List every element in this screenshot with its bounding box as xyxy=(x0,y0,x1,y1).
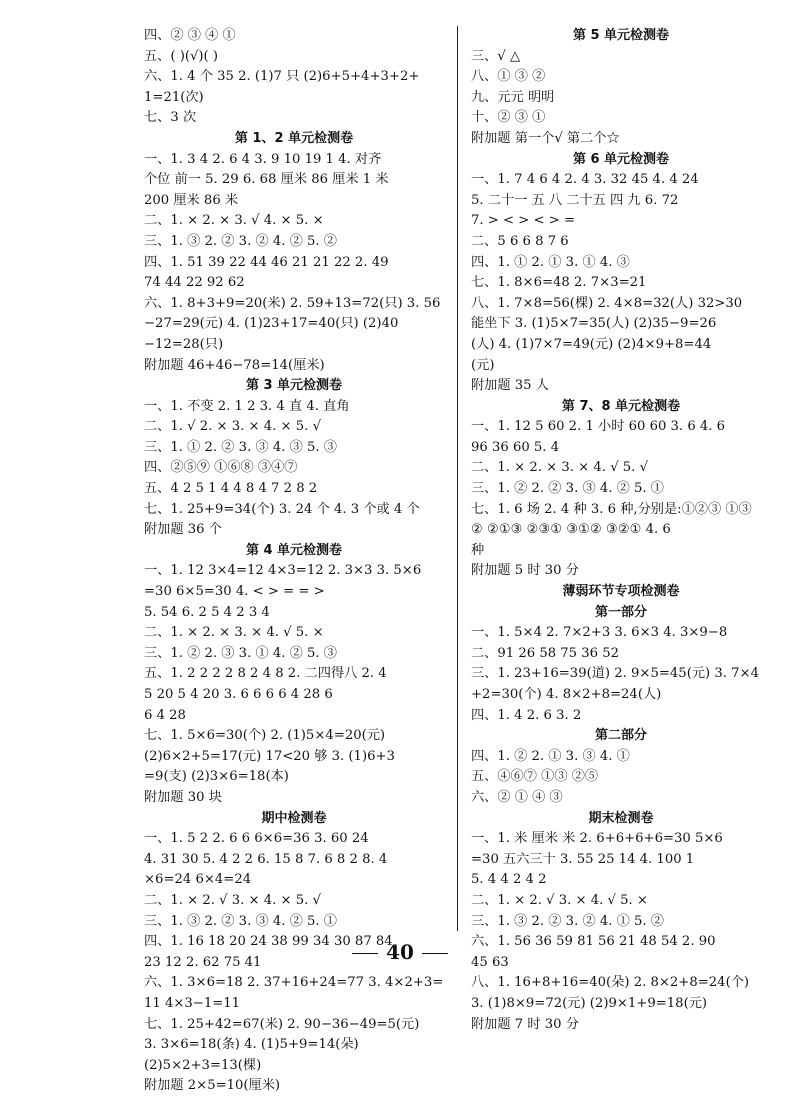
answer-line: 七、1. 25+9=34(个) 3. 24 个 4. 3 个或 4 个 xyxy=(144,501,420,517)
column-divider xyxy=(457,26,458,931)
section-title: 期末检测卷 xyxy=(588,810,654,826)
answer-line: 五、1. 2 2 2 2 8 2 4 8 2. 二四得八 2. 4 xyxy=(144,666,387,682)
answer-line: 11 4×3−1=11 xyxy=(144,995,241,1011)
answer-line: 三、1. ③ 2. ② 3. ② 4. ① 5. ② xyxy=(471,913,664,929)
answer-line: (人) 4. (1)7×7=49(元) (2)4×9+8=44 xyxy=(471,336,712,352)
answer-line: 一、1. 3 4 2. 6 4 3. 9 10 19 1 4. 对齐 xyxy=(144,151,382,167)
answer-line: −12=28(只) xyxy=(144,336,224,352)
answer-line: 74 44 22 92 62 xyxy=(144,275,245,291)
answer-line: 十、② ③ ① xyxy=(471,110,546,126)
answer-line: ×6=24 6×4=24 xyxy=(144,872,252,888)
footer-dash-right xyxy=(422,953,448,954)
answer-line: 附加题 第一个√ 第二个☆ xyxy=(471,130,620,146)
answer-line: 个位 前一 5. 29 6. 68 厘米 86 厘米 1 米 xyxy=(144,172,389,188)
answer-line: 一、1. 5 2 2. 6 6 6×6=36 3. 60 24 xyxy=(144,831,369,847)
section-title: 第 1、2 单元检测卷 xyxy=(234,130,354,146)
answer-line: 四、1. 4 2. 6 3. 2 xyxy=(471,707,582,723)
answer-line: 一、1. 12 5 60 2. 1 小时 60 60 3. 6 4. 6 xyxy=(471,419,726,435)
answer-line: 二、1. × 2. × 3. × 4. √ 5. × xyxy=(144,625,324,641)
answer-line: 二、1. × 2. √ 3. × 4. × 5. √ xyxy=(144,892,321,908)
answer-line: 4. 31 30 5. 4 2 2 6. 15 8 7. 6 8 2 8. 4 xyxy=(144,851,388,867)
answer-line: 附加题 7 时 30 分 xyxy=(471,1016,579,1032)
answer-line: 二、1. × 2. × 3. × 4. √ 5. √ xyxy=(471,460,648,476)
section-title: 薄弱环节专项检测卷 xyxy=(562,584,680,600)
answer-line: 3. 3×6=18(条) 4. (1)5+9=14(朵) xyxy=(144,1037,359,1053)
footer-dash-left xyxy=(352,953,378,954)
answer-line: 二、91 26 58 75 36 52 xyxy=(471,645,620,661)
answer-line: 五、4 2 5 1 4 4 8 4 7 2 8 2 xyxy=(144,481,318,497)
answer-line: 一、1. 米 厘米 米 2. 6+6+6+6=30 5×6 xyxy=(471,831,723,847)
answer-line: 一、1. 不变 2. 1 2 3. 4 直 4. 直角 xyxy=(144,398,350,414)
answer-line: 三、1. ① 2. ② 3. ③ 4. ③ 5. ③ xyxy=(144,439,337,455)
answer-line: 三、1. ③ 2. ② 3. ③ 4. ② 5. ① xyxy=(144,913,337,929)
answer-line: 三、√ △ xyxy=(471,48,521,64)
section-title: 第一部分 xyxy=(594,604,647,620)
answer-line: 五、( )(√)( ) xyxy=(144,48,219,64)
answer-line: 三、1. ② 2. ③ 3. ① 4. ② 5. ③ xyxy=(144,645,337,661)
answer-line: 附加题 35 人 xyxy=(471,378,549,394)
answer-line: 七、1. 5×6=30(个) 2. (1)5×4=20(元) xyxy=(144,728,386,744)
answer-line: 附加题 30 块 xyxy=(144,789,222,805)
answer-line: 三、1. ② 2. ② 3. ③ 4. ② 5. ① xyxy=(471,481,664,497)
answer-line: 六、1. 8+3+9=20(米) 2. 59+13=72(只) 3. 56 xyxy=(144,295,441,311)
answer-line: 七、1. 25+42=67(米) 2. 90−36−49=5(元) xyxy=(144,1016,420,1032)
page-footer xyxy=(0,940,800,964)
answer-line: 1=21(次) xyxy=(144,89,204,105)
answer-line: =9(支) (2)3×6=18(本) xyxy=(144,769,289,785)
answer-line: ② ②①③ ②③① ③①② ③②① 4. 6 xyxy=(471,522,671,538)
answer-line: 四、1. ② 2. ① 3. ③ 4. ① xyxy=(471,748,630,764)
answer-line: =30 五六三十 3. 55 25 14 4. 100 1 xyxy=(471,851,695,867)
answer-line: 能坐下 3. (1)5×7=35(人) (2)35−9=26 xyxy=(471,316,717,332)
section-title: 期中检测卷 xyxy=(261,810,327,826)
answer-line: 四、1. 16 18 20 24 38 99 34 30 87 84 xyxy=(144,934,393,950)
answer-line: 45 63 xyxy=(471,954,509,970)
section-title: 第 7、8 单元检测卷 xyxy=(561,398,681,414)
left-answer-column xyxy=(144,26,444,1097)
answer-line: 七、1. 8×6=48 2. 7×3=21 xyxy=(471,275,647,291)
answer-line: 二、1. √ 2. × 3. × 4. × 5. √ xyxy=(144,419,321,435)
answer-line: 二、1. × 2. √ 3. × 4. √ 5. × xyxy=(471,892,648,908)
answer-line: 附加题 46+46−78=14(厘米) xyxy=(144,357,325,373)
answer-line: =30 6×5=30 4. < > = = > xyxy=(144,584,325,600)
answer-line: 四、②⑤⑨ ①⑥⑧ ③④⑦ xyxy=(144,460,298,476)
answer-line: 六、1. 3×6=18 2. 37+16+24=77 3. 4×2+3= xyxy=(144,975,444,991)
section-title: 第 5 单元检测卷 xyxy=(572,28,670,43)
answer-line: 七、1. 6 场 2. 4 种 3. 6 种,分别是:①②③ ①③ xyxy=(471,501,752,517)
answer-line: 四、② ③ ④ ① xyxy=(144,28,236,43)
answer-line: 一、1. 7 4 6 4 2. 4 3. 32 45 4. 4 24 xyxy=(471,172,699,188)
answer-line: 5 20 5 4 20 3. 6 6 6 6 4 28 6 xyxy=(144,687,333,702)
right-answer-column xyxy=(471,26,771,1035)
answer-line: 三、1. ③ 2. ② 3. ② 4. ② 5. ② xyxy=(144,233,337,249)
answer-line: 六、1. 4 个 35 2. (1)7 只 (2)6+5+4+3+2+ xyxy=(144,69,420,85)
answer-line: 附加题 36 个 xyxy=(144,522,222,538)
answer-line: 3. (1)8×9=72(元) (2)9×1+9=18(元) xyxy=(471,995,708,1011)
answer-line: (2)5×2+3=13(棵) xyxy=(144,1057,262,1073)
answer-line: 二、1. × 2. × 3. √ 4. × 5. × xyxy=(144,213,324,229)
answer-line: 八、① ③ ② xyxy=(471,69,546,85)
answer-line: 7. > < > < > = xyxy=(471,213,576,229)
section-title: 第 4 单元检测卷 xyxy=(245,542,343,558)
page-number: 40 xyxy=(386,940,414,964)
answer-line: 二、5 6 6 8 7 6 xyxy=(471,233,569,249)
section-title: 第 3 单元检测卷 xyxy=(245,378,343,394)
answer-line: −27=29(元) 4. (1)23+17=40(只) (2)40 xyxy=(144,316,399,332)
answer-line: 四、1. ① 2. ① 3. ① 4. ③ xyxy=(471,254,630,270)
answer-line: 一、1. 12 3×4=12 4×3=12 2. 3×3 3. 5×6 xyxy=(144,563,422,579)
answer-line: 6 4 28 xyxy=(144,707,186,723)
answer-line: 5. 二十一 五 八 二十五 四 九 6. 72 xyxy=(471,192,679,208)
answer-line: (元) xyxy=(471,357,495,373)
answer-line: 六、1. 56 36 59 81 56 21 48 54 2. 90 xyxy=(471,934,716,950)
answer-line: 八、1. 7×8=56(棵) 2. 4×8=32(人) 32>30 xyxy=(471,295,743,311)
answer-line: +2=30(个) 4. 8×2+8=24(人) xyxy=(471,687,662,702)
answer-line: 23 12 2. 62 75 41 xyxy=(144,954,262,970)
answer-line: 八、1. 16+8+16=40(朵) 2. 8×2+8=24(个) xyxy=(471,975,750,991)
answer-line: 九、元元 明明 xyxy=(471,89,555,105)
answer-line: 附加题 5 时 30 分 xyxy=(471,563,579,579)
answer-line: 六、② ① ④ ③ xyxy=(471,789,563,805)
answer-line: 附加题 2×5=10(厘米) xyxy=(144,1078,281,1094)
answer-line: 五、④⑥⑦ ①③ ②⑤ xyxy=(471,769,599,785)
answer-line: (2)6×2+5=17(元) 17<20 够 3. (1)6+3 xyxy=(144,748,395,764)
answer-line: 5. 4 4 2 4 2 xyxy=(471,872,547,888)
answer-line: 三、1. 23+16=39(道) 2. 9×5=45(元) 3. 7×4 xyxy=(471,666,759,682)
answer-line: 七、3 次 xyxy=(144,110,197,126)
section-title: 第二部分 xyxy=(594,728,647,744)
answer-line: 96 36 60 5. 4 xyxy=(471,439,560,455)
answer-line: 一、1. 5×4 2. 7×2+3 3. 6×3 4. 3×9−8 xyxy=(471,625,728,641)
answer-line: 种 xyxy=(471,542,485,558)
answer-line: 四、1. 51 39 22 44 46 21 21 22 2. 49 xyxy=(144,254,389,270)
section-title: 第 6 单元检测卷 xyxy=(572,151,670,167)
answer-line: 200 厘米 86 米 xyxy=(144,192,239,208)
answer-line: 5. 54 6. 2 5 4 2 3 4 xyxy=(144,604,270,620)
